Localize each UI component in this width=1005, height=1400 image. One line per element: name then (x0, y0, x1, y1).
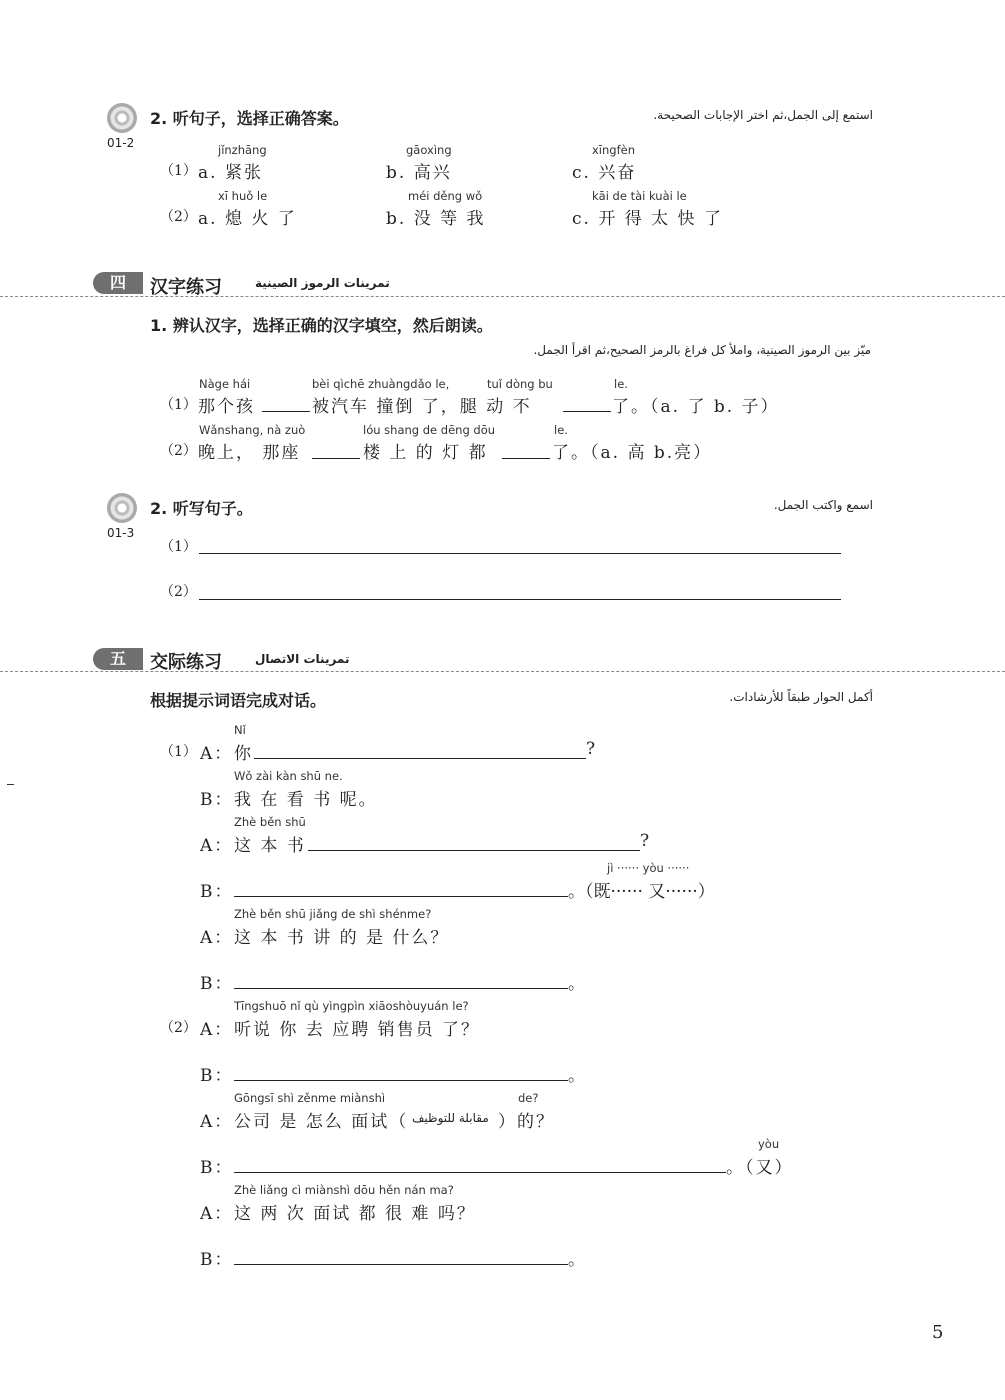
dialogue-text: 公司 是 怎么 面试（ (234, 1112, 409, 1132)
question-number: （1） (160, 539, 197, 555)
dialogue-punct: 。 (568, 974, 587, 994)
pinyin: Wǎnshang, nà zuò (199, 423, 306, 437)
dialogue-text: 你 (234, 744, 253, 764)
pinyin: xīngfèn (592, 143, 636, 157)
exercise-title: 2. 听写句子。 (150, 499, 253, 518)
section-arabic-title: تمرينات الرموز الصينية (255, 276, 390, 290)
fill-blank[interactable] (262, 411, 310, 412)
dialogue-text: 我 在 看 书 呢。 (234, 790, 378, 810)
pinyin: le. (554, 423, 568, 437)
speaker-label: A： (200, 744, 234, 764)
section-badge: 五 (93, 648, 143, 670)
dialogue-number: （2） (160, 1020, 197, 1036)
pinyin: jì ······ yòu ······ (607, 861, 690, 875)
answer-blank[interactable] (254, 758, 586, 759)
sentence-part: 晚上， 那座 (198, 443, 301, 463)
option-b[interactable]: b. 高兴 (386, 163, 452, 183)
pinyin: Wǒ zài kàn shū ne. (234, 769, 343, 783)
question-number: （2） (160, 584, 197, 600)
pinyin: Zhè běn shū jiǎng de shì shénme? (234, 907, 432, 921)
exercise-arabic-instruction: ميّز بين الرموز الصينية، واملأ كل فراغ بالرمز الصحيح،ثم اقرأ الجمل. (533, 343, 871, 357)
dialogue-punct: ? (586, 739, 598, 759)
pinyin: Tīngshuō nǐ qù yìngpìn xiāoshòuyuán le? (234, 999, 469, 1013)
question-number: （2） (160, 443, 197, 459)
margin-mark (7, 784, 14, 785)
exercise-title: 2. 听句子，选择正确答案。 (150, 109, 349, 128)
question-number: （1） (160, 163, 197, 179)
pinyin: Zhè běn shū (234, 815, 306, 829)
speaker-label: B： (200, 974, 234, 994)
option-a[interactable]: a. 紧张 (198, 163, 263, 183)
pinyin: Zhè liǎng cì miànshì dōu hěn nán ma? (234, 1183, 454, 1197)
pinyin: tuǐ dòng bu (487, 377, 553, 391)
pinyin: Nǐ (234, 723, 246, 737)
option-c[interactable]: c. 兴奋 (572, 163, 637, 183)
dialogue-text: ）的？ (498, 1112, 555, 1132)
pinyin: lóu shang de dēng dōu (363, 423, 496, 437)
section-title: 交际练习 (150, 652, 222, 673)
speaker-label: A： (200, 836, 234, 856)
dialogue-punct: ? (640, 831, 652, 851)
answer-blank[interactable] (234, 896, 568, 897)
pinyin: de? (518, 1091, 539, 1105)
speaker-label: A： (200, 1020, 234, 1040)
audio-track-label: 01-3 (107, 526, 135, 540)
fill-blank[interactable] (312, 458, 360, 459)
pinyin: jǐnzhāng (218, 143, 267, 157)
dialogue-text: 听说 你 去 应聘 销售员 了？ (234, 1020, 481, 1040)
exercise-arabic-instruction: اسمع واكتب الجمل. (773, 498, 873, 512)
question-number: （2） (160, 209, 197, 225)
option-b[interactable]: b. 没 等 我 (386, 209, 486, 229)
audio-cd-icon[interactable] (107, 493, 137, 523)
dictation-line[interactable] (199, 599, 841, 600)
sentence-part: 楼 上 的 灯 都 (363, 443, 488, 463)
dialogue-text: 这 本 书 (234, 836, 306, 856)
speaker-label: B： (200, 1066, 234, 1086)
pinyin: Nàge hái (199, 377, 251, 391)
exercise-title: 根据提示词语完成对话。 (150, 691, 327, 710)
dialogue-hint: 。（既······ 又······） (568, 882, 715, 902)
answer-blank[interactable] (308, 850, 640, 851)
speaker-label: A： (200, 928, 234, 948)
dialogue-punct: 。 (568, 1250, 587, 1270)
section-badge: 四 (93, 272, 143, 294)
audio-cd-icon[interactable] (107, 103, 137, 133)
answer-blank[interactable] (234, 1172, 726, 1173)
exercise-arabic-instruction: أكمل الحوار طبقاً للأرشادات. (729, 690, 873, 704)
answer-blank[interactable] (234, 988, 568, 989)
dialogue-hint: 。（又） (726, 1158, 794, 1178)
fill-blank[interactable] (502, 458, 550, 459)
section-title: 汉字练习 (150, 277, 222, 298)
dialogue-text: 这 本 书 讲 的 是 什么？ (234, 928, 450, 948)
speaker-label: B： (200, 790, 234, 810)
pinyin: gāoxìng (406, 143, 452, 157)
audio-track-label: 01-2 (107, 136, 135, 150)
pinyin: méi děng wǒ (408, 189, 483, 203)
speaker-label: B： (200, 1250, 234, 1270)
answer-blank[interactable] (234, 1080, 568, 1081)
exercise-title: 1. 辨认汉字，选择正确的汉字填空，然后朗读。 (150, 316, 493, 335)
pinyin: bèi qìchē zhuàngdǎo le, (312, 377, 450, 391)
speaker-label: A： (200, 1204, 234, 1224)
speaker-label: B： (200, 1158, 234, 1178)
dictation-line[interactable] (199, 553, 841, 554)
speaker-label: A： (200, 1112, 234, 1132)
sentence-part: 了。（a. 高 b.亮） (552, 443, 713, 463)
pinyin: Gōngsī shì zěnme miànshì (234, 1091, 386, 1105)
pinyin: le. (614, 377, 628, 391)
section-arabic-title: تمرينات الاتصال (255, 652, 350, 666)
option-a[interactable]: a. 熄 火 了 (198, 209, 297, 229)
fill-blank[interactable] (563, 411, 611, 412)
sentence-part: 了。（a. 了 b. 子） (612, 397, 780, 417)
speaker-label: B： (200, 882, 234, 902)
dialogue-punct: 。 (568, 1066, 587, 1086)
option-c[interactable]: c. 开 得 太 快 了 (572, 209, 723, 229)
dialogue-number: （1） (160, 744, 197, 760)
question-number: （1） (160, 397, 197, 413)
sentence-part: 被汽车 撞倒 了，腿 动 不 (312, 397, 532, 417)
exercise-arabic-instruction: استمع إلى الجمل،ثم اختر الإجابات الصحيحة. (653, 108, 873, 122)
dialogue-text: 这 两 次 面试 都 很 难 吗？ (234, 1204, 476, 1224)
pinyin: yòu (758, 1137, 780, 1151)
page-number: 5 (932, 1322, 944, 1343)
pinyin: xī huǒ le (218, 189, 268, 203)
arabic-gloss: مقابلة للتوظيف (412, 1111, 489, 1125)
answer-blank[interactable] (234, 1264, 568, 1265)
sentence-part: 那个孩 (198, 397, 255, 417)
pinyin: kāi de tài kuài le (592, 189, 687, 203)
